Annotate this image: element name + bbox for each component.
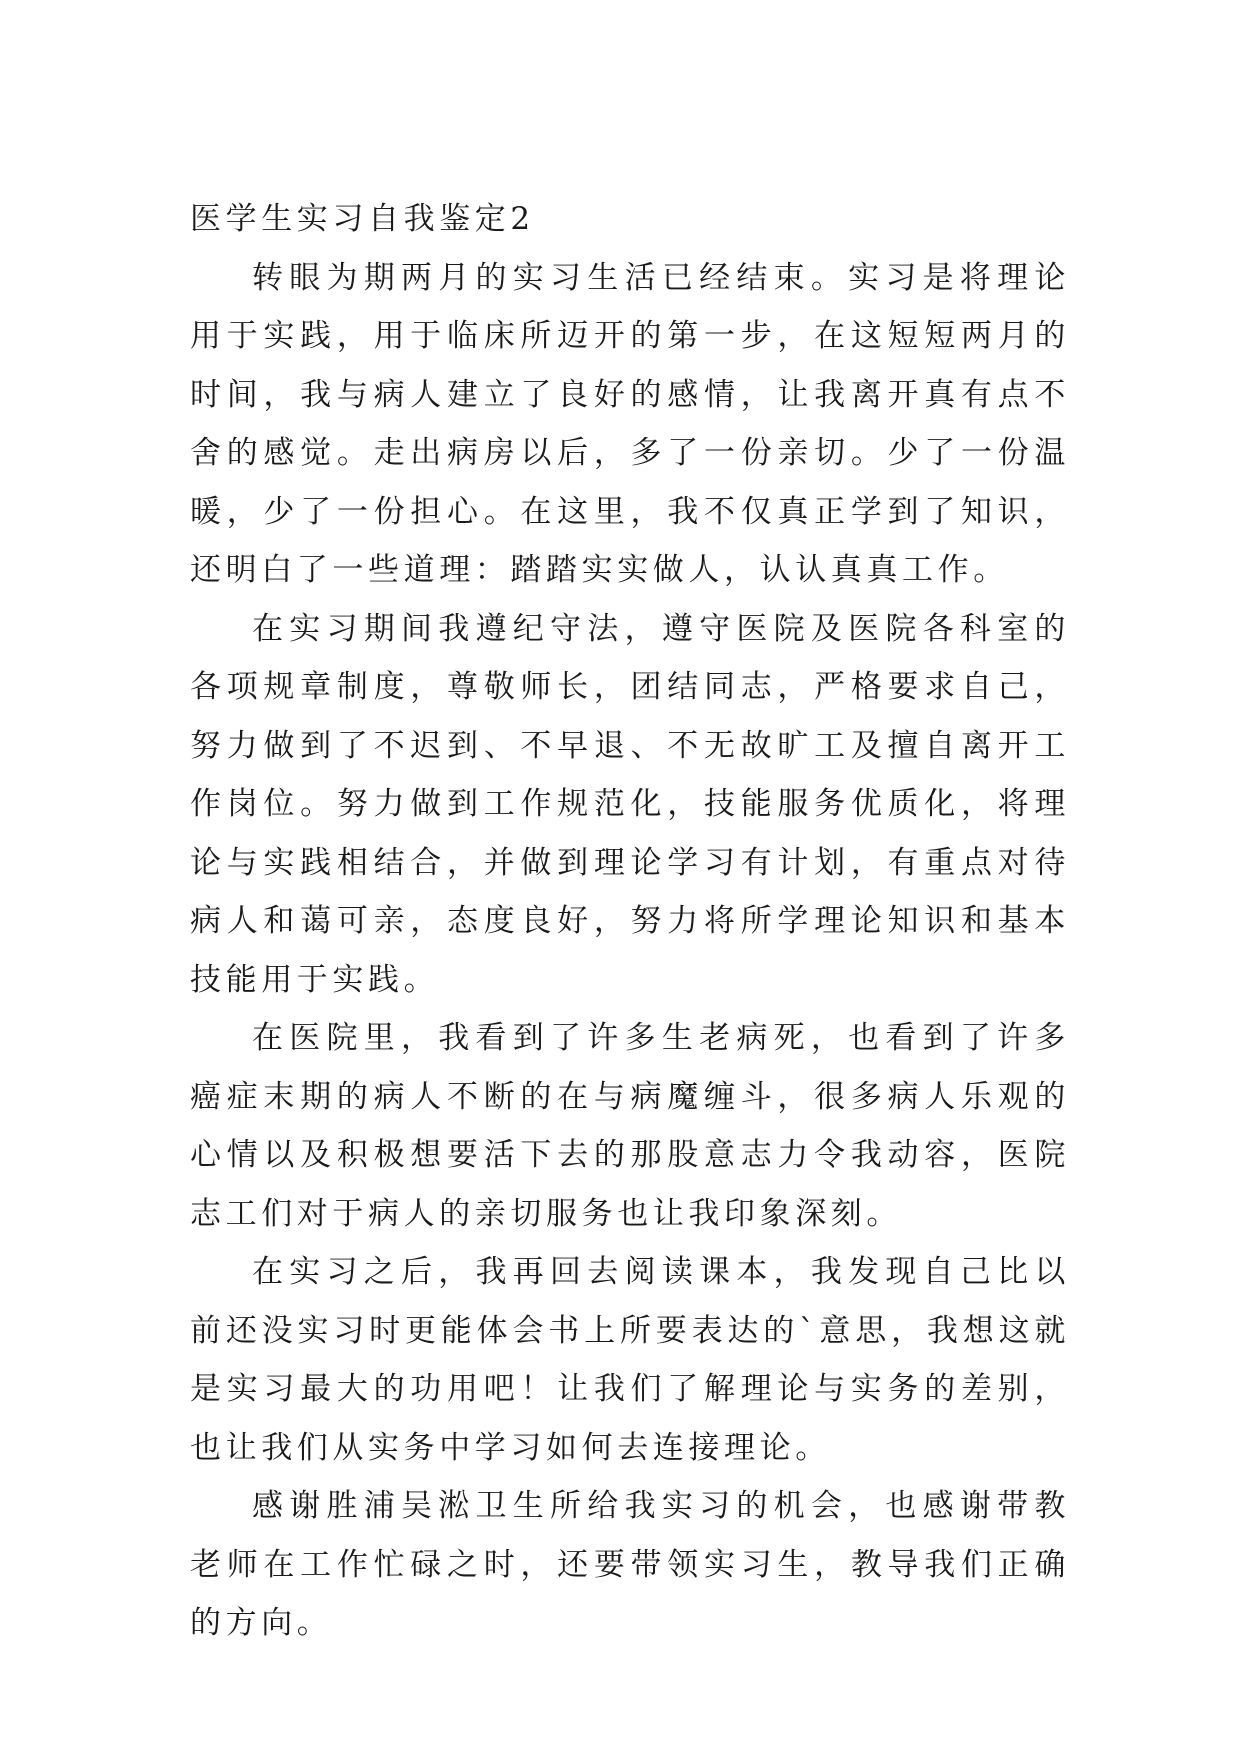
document-title: 医学生实习自我鉴定2 xyxy=(190,201,535,237)
paragraph-2: 在实习期间我遵纪守法，遵守医院及医院各科室的各项规章制度，尊敬师长，团结同志，严格要求自己，努力做到了不迟到、不早退、不无故旷工及擅自离开工作岗位。努力做到工作规范化，技能服务优质化，将理论与实践相结合，并做到理论学习有计划，有重点对待病人和蔼可亲，态度良好，努力将所学理论知识和基本技能用于实践。 xyxy=(190,610,1070,998)
paragraph-1: 转眼为期两月的实习生活已经结束。实习是将理论用于实践，用于临床所迈开的第一步，在这短短两月的时间，我与病人建立了良好的感情，让我离开真有点不舍的感觉。走出病房以后，多了一份亲切。少了一份温暖，少了一份担心。在这里，我不仅真正学到了知识，还明白了一些道理：踏踏实实做人，认认真真工作。 xyxy=(190,259,1070,588)
paragraph-3: 在医院里，我看到了许多生老病死，也看到了许多癌症末期的病人不断的在与病魔缠斗，很多病人乐观的心情以及积极想要活下去的那股意志力令我动容，医院志工们对于病人的亲切服务也让我印象深刻。 xyxy=(190,1020,1070,1232)
paragraph-4: 在实习之后，我再回去阅读课本，我发现自己比以前还没实习时更能体会书上所要表达的`意思，我想这就是实习最大的功用吧！让我们了解理论与实务的差别，也让我们从实务中学习如何去连接理论。 xyxy=(190,1254,1070,1466)
document-body xyxy=(190,190,1070,1653)
paragraph-5: 感谢胜浦吴淞卫生所给我实习的机会，也感谢带教老师在工作忙碌之时，还要带领实习生，教导我们正确的方向。 xyxy=(190,1488,1070,1641)
